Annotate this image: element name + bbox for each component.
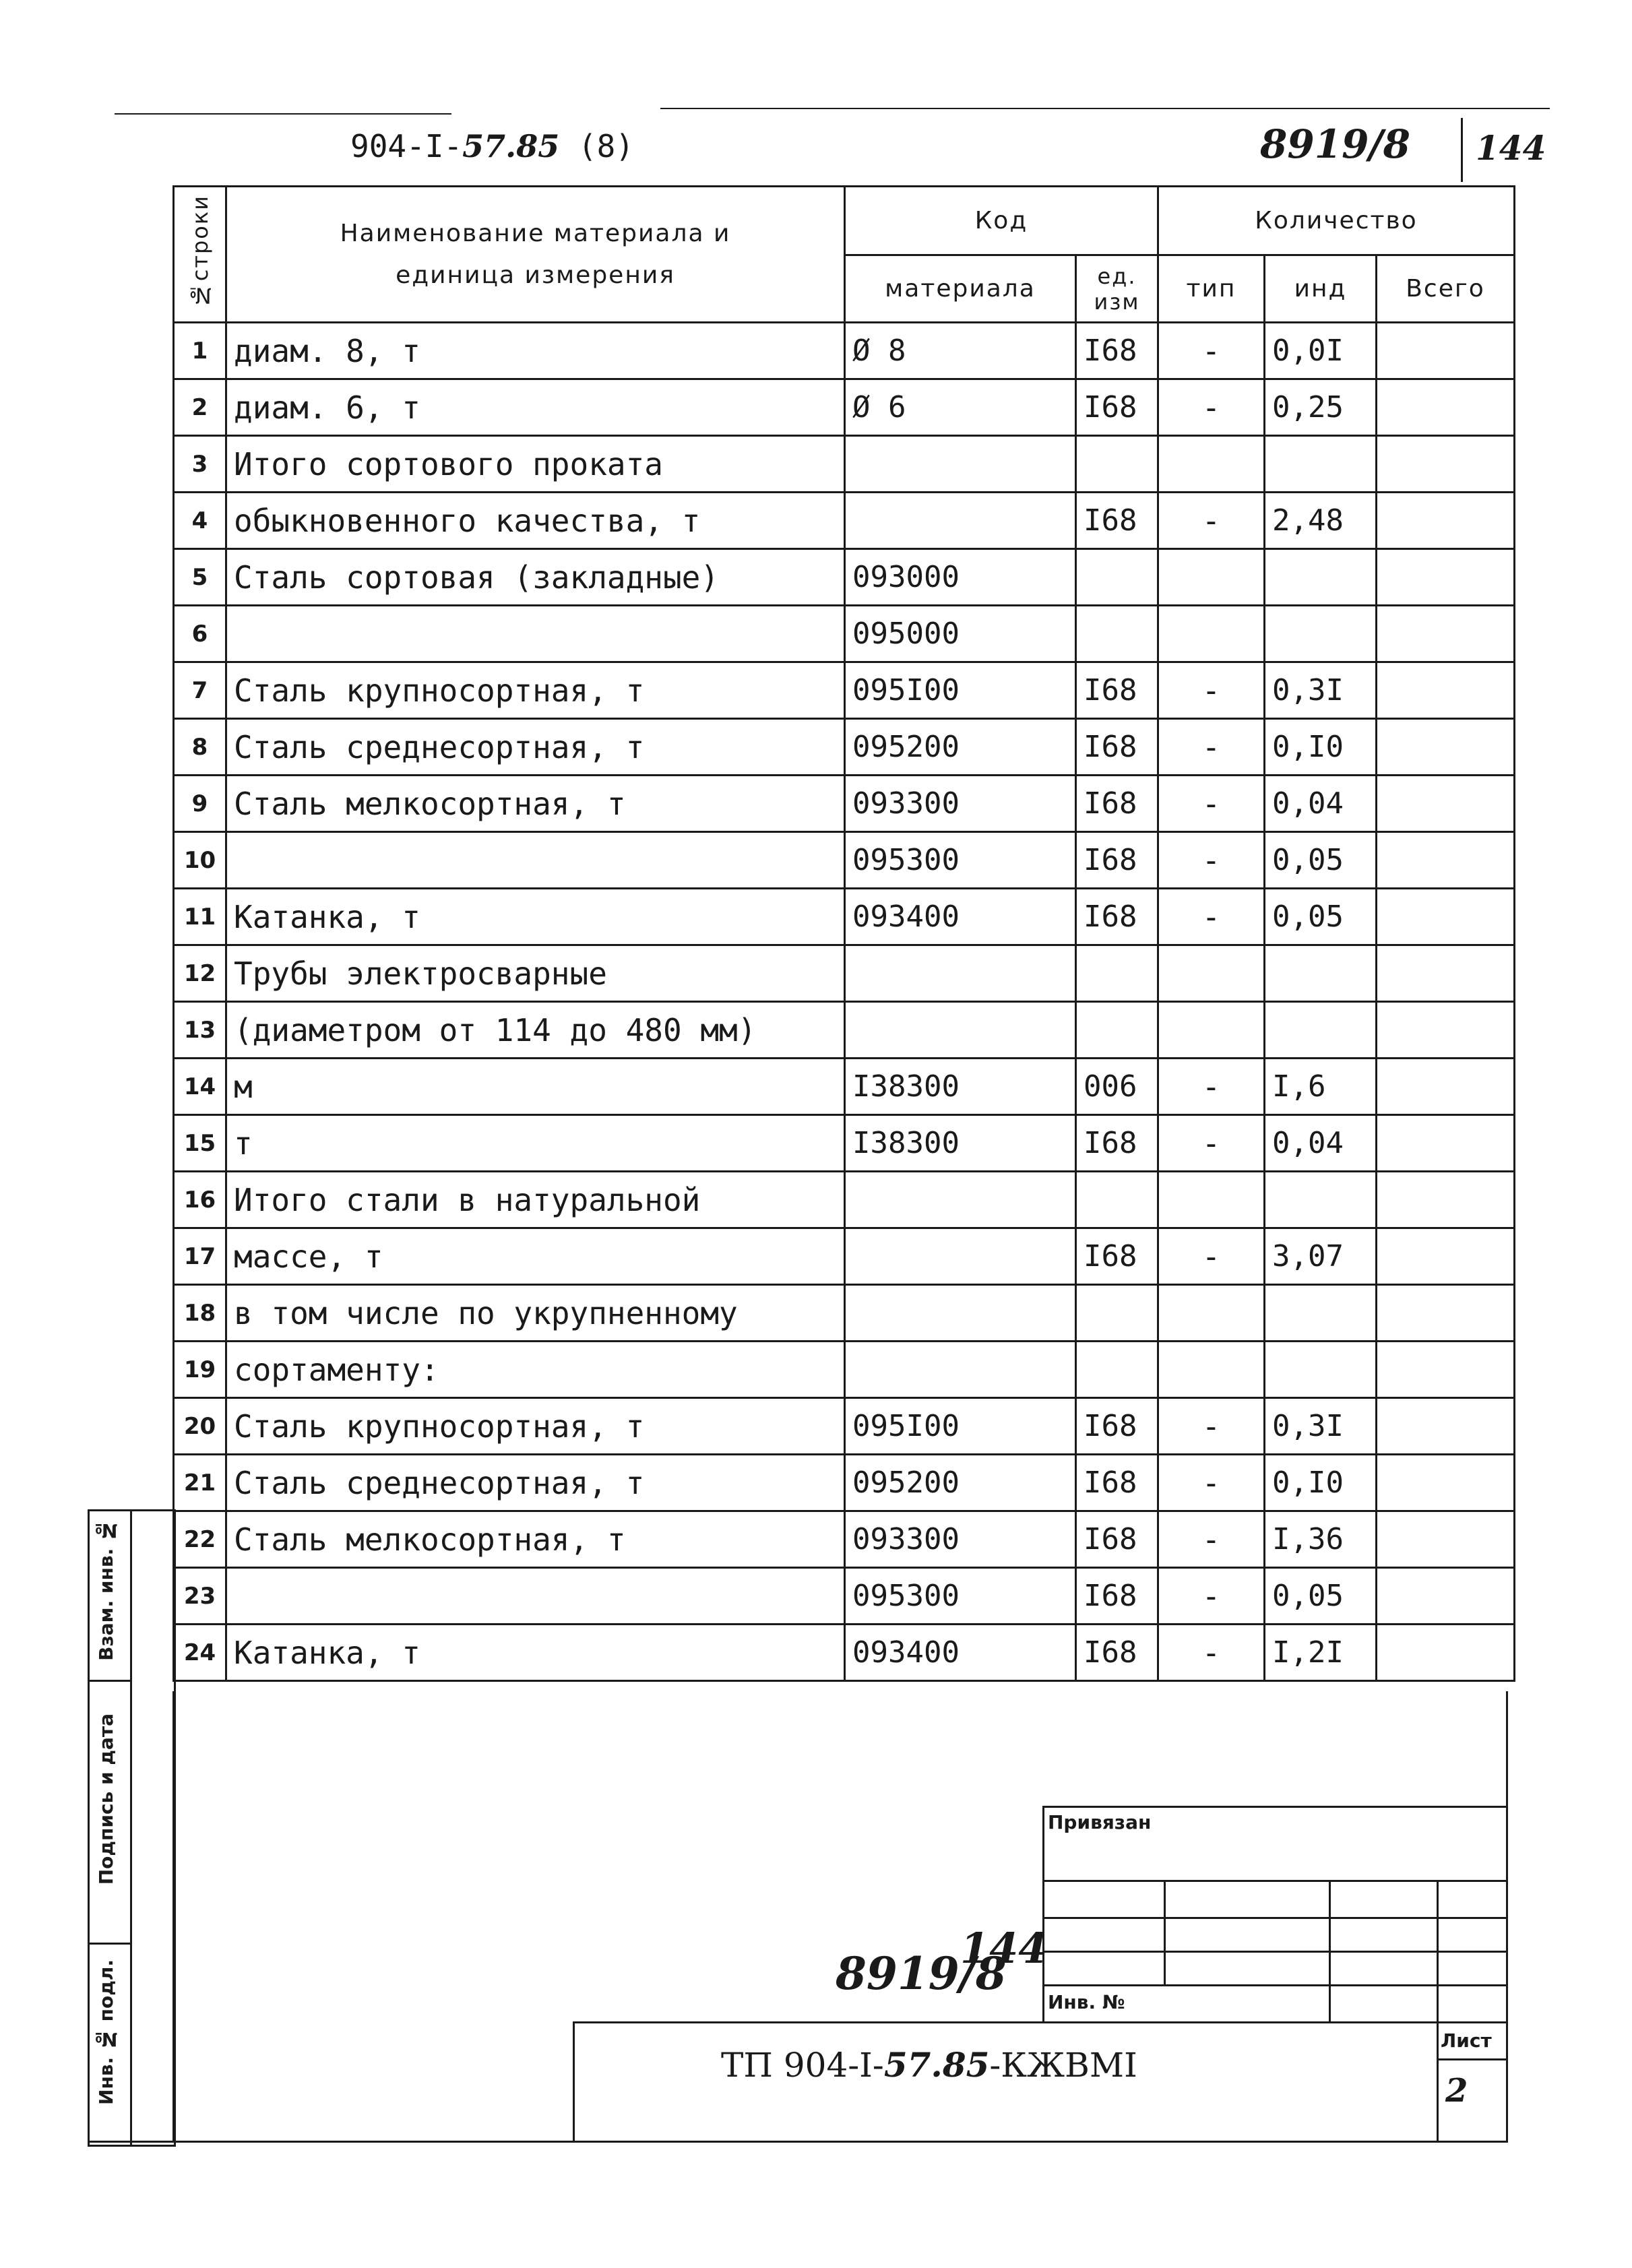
material-code-cell (845, 1342, 1076, 1398)
material-code-cell: 095000 (845, 606, 1076, 662)
tb-sheet-divider (1437, 2058, 1507, 2060)
handwritten-sheet-number: 144 (1476, 128, 1546, 168)
quantity-ind-cell (1265, 945, 1377, 1002)
quantity-total-cell (1377, 1455, 1515, 1511)
row-number-cell: 13 (174, 1002, 226, 1059)
quantity-type-cell: - (1158, 1228, 1265, 1285)
material-code-cell: 095I00 (845, 1398, 1076, 1455)
quantity-total-cell (1377, 1115, 1515, 1172)
table-row (174, 323, 1515, 379)
row-number-cell: 6 (174, 606, 226, 662)
material-code-cell (845, 945, 1076, 1002)
row-number-cell: 16 (174, 1172, 226, 1228)
handwritten-sheet-number-bottom: 144 (960, 1924, 1048, 1973)
unit-code-cell: I68 (1076, 662, 1158, 719)
material-name-cell: Сталь мелкосортная, т (226, 776, 845, 832)
quantity-ind-cell (1265, 1002, 1377, 1059)
quantity-total-cell (1377, 1172, 1515, 1228)
quantity-total-cell (1377, 549, 1515, 606)
header-type: тип (1158, 255, 1265, 323)
row-number-cell: 24 (174, 1625, 226, 1681)
handwritten-archive-code: 8919/8 (1260, 121, 1410, 167)
material-code-cell: 093300 (845, 776, 1076, 832)
tb-grid-v2 (1329, 1880, 1331, 2021)
quantity-total-cell (1377, 1625, 1515, 1681)
quantity-type-cell: - (1158, 1511, 1265, 1568)
quantity-total-cell (1377, 606, 1515, 662)
table-row (174, 719, 1515, 776)
quantity-total-cell (1377, 1002, 1515, 1059)
approval-stamp-strip (88, 1509, 176, 2147)
quantity-ind-cell: 0,05 (1265, 832, 1377, 889)
unit-code-cell (1076, 606, 1158, 662)
table-row (174, 1285, 1515, 1342)
material-code-cell (845, 436, 1076, 493)
table-row (174, 832, 1515, 889)
material-name-cell: т (226, 1115, 845, 1172)
attached-label: Привязан (1048, 1811, 1152, 1833)
quantity-ind-cell: I,6 (1265, 1059, 1377, 1115)
row-number-cell: 3 (174, 436, 226, 493)
material-code-cell: 095I00 (845, 662, 1076, 719)
material-name-cell: (диаметром от 114 до 480 мм) (226, 1002, 845, 1059)
material-name-cell: Трубы электросварные (226, 945, 845, 1002)
quantity-type-cell: - (1158, 493, 1265, 549)
stamp-swap-inventory: Взам. инв. № (95, 1519, 117, 1661)
quantity-type-cell: - (1158, 1115, 1265, 1172)
quantity-total-cell (1377, 323, 1515, 379)
table-row (174, 1568, 1515, 1625)
unit-code-cell: I68 (1076, 1115, 1158, 1172)
table-row (174, 662, 1515, 719)
row-number-cell: 9 (174, 776, 226, 832)
material-code-cell: 093400 (845, 1625, 1076, 1681)
material-code-cell (845, 1002, 1076, 1059)
quantity-ind-cell: 0,04 (1265, 1115, 1377, 1172)
material-code-cell: 093300 (845, 1511, 1076, 1568)
quantity-ind-cell: 3,07 (1265, 1228, 1377, 1285)
header-quantity: Количество (1158, 187, 1515, 255)
sheet-number-divider (1461, 118, 1463, 182)
top-rule-right (660, 108, 1550, 109)
quantity-total-cell (1377, 719, 1515, 776)
table-row (174, 549, 1515, 606)
quantity-total-cell (1377, 889, 1515, 945)
quantity-type-cell: - (1158, 832, 1265, 889)
material-name-cell: Сталь среднесортная, т (226, 1455, 845, 1511)
row-number-cell: 22 (174, 1511, 226, 1568)
unit-code-cell: I68 (1076, 832, 1158, 889)
quantity-total-cell (1377, 1398, 1515, 1455)
material-code-cell: 093400 (845, 889, 1076, 945)
table-row (174, 1455, 1515, 1511)
top-rule-left (115, 113, 451, 115)
stamp-signature-date: Подпись и дата (95, 1713, 117, 1885)
material-code-cell: 093000 (845, 549, 1076, 606)
material-name-cell (226, 606, 845, 662)
quantity-type-cell (1158, 436, 1265, 493)
series-designation (350, 128, 634, 164)
sheet-label: Лист (1441, 2029, 1492, 2052)
material-code-cell: 095300 (845, 1568, 1076, 1625)
row-number-cell: 12 (174, 945, 226, 1002)
quantity-type-cell: - (1158, 776, 1265, 832)
row-number-cell: 19 (174, 1342, 226, 1398)
quantity-type-cell: - (1158, 1059, 1265, 1115)
material-code-cell: I38300 (845, 1059, 1076, 1115)
inventory-number-label: Инв. № (1048, 1991, 1125, 2013)
quantity-total-cell (1377, 945, 1515, 1002)
row-number-cell: 8 (174, 719, 226, 776)
tb-sheet-left (1437, 2021, 1439, 2141)
header-material-name: Наименование материала и единица измерения (226, 187, 845, 323)
quantity-ind-cell: 0,3I (1265, 662, 1377, 719)
material-name-cell: сортаменту: (226, 1342, 845, 1398)
materials-table (172, 185, 1515, 1682)
header-row-number: №строки (174, 187, 226, 323)
material-name-cell: Сталь среднесортная, т (226, 719, 845, 776)
handwritten-archive-code-bottom: 8919/8 (836, 1947, 1007, 2000)
quantity-total-cell (1377, 1059, 1515, 1115)
material-name-cell: Итого стали в натуральной (226, 1172, 845, 1228)
unit-code-cell: I68 (1076, 1455, 1158, 1511)
unit-code-cell (1076, 1002, 1158, 1059)
quantity-type-cell: - (1158, 1568, 1265, 1625)
tb-main-left (573, 2021, 575, 2141)
unit-code-cell: I68 (1076, 1398, 1158, 1455)
material-name-cell: Сталь мелкосортная, т (226, 1511, 845, 1568)
table-row (174, 1228, 1515, 1285)
row-number-cell: 10 (174, 832, 226, 889)
material-name-cell: в том числе по укрупненному (226, 1285, 845, 1342)
material-code-cell (845, 493, 1076, 549)
quantity-total-cell (1377, 1228, 1515, 1285)
unit-code-cell (1076, 1285, 1158, 1342)
unit-code-cell: I68 (1076, 1511, 1158, 1568)
table-row (174, 1625, 1515, 1681)
table-row (174, 1398, 1515, 1455)
material-name-cell (226, 832, 845, 889)
material-name-cell: диам. 6, т (226, 379, 845, 436)
material-name-cell: Сталь сортовая (закладные) (226, 549, 845, 606)
tb-main-top (573, 2021, 1507, 2023)
table-row (174, 379, 1515, 436)
quantity-ind-cell (1265, 1285, 1377, 1342)
header-material-code: материала (845, 255, 1076, 323)
table-row (174, 1342, 1515, 1398)
quantity-ind-cell: 0,04 (1265, 776, 1377, 832)
row-number-cell: 1 (174, 323, 226, 379)
unit-code-cell: 006 (1076, 1059, 1158, 1115)
doc-handwritten: 57.85 (883, 2045, 990, 2085)
unit-code-cell (1076, 945, 1158, 1002)
material-code-cell: Ø 8 (845, 323, 1076, 379)
unit-code-cell: I68 (1076, 1568, 1158, 1625)
material-name-cell: Катанка, т (226, 1625, 845, 1681)
material-code-cell: 095200 (845, 719, 1076, 776)
material-name-cell: Итого сортового проката (226, 436, 845, 493)
table-row (174, 945, 1515, 1002)
material-name-cell: Сталь крупносортная, т (226, 662, 845, 719)
material-code-cell: 095300 (845, 832, 1076, 889)
unit-code-cell: I68 (1076, 719, 1158, 776)
quantity-total-cell (1377, 436, 1515, 493)
tb-attach-left (1042, 1806, 1044, 2021)
series-handwritten: 57.85 (462, 128, 560, 164)
header-code: Код (845, 187, 1158, 255)
unit-code-cell: I68 (1076, 776, 1158, 832)
frame-bottom (88, 2141, 1508, 2143)
material-name-cell: обыкновенного качества, т (226, 493, 845, 549)
material-code-cell: I38300 (845, 1115, 1076, 1172)
quantity-ind-cell: I,36 (1265, 1511, 1377, 1568)
quantity-type-cell (1158, 549, 1265, 606)
table-row (174, 1172, 1515, 1228)
unit-code-cell: I68 (1076, 379, 1158, 436)
unit-code-cell: I68 (1076, 1228, 1158, 1285)
tb-grid-v3 (1437, 1880, 1439, 2021)
unit-code-cell (1076, 1172, 1158, 1228)
quantity-total-cell (1377, 662, 1515, 719)
quantity-type-cell (1158, 1002, 1265, 1059)
quantity-ind-cell (1265, 436, 1377, 493)
quantity-type-cell: - (1158, 1398, 1265, 1455)
row-number-cell: 20 (174, 1398, 226, 1455)
material-code-cell: 095200 (845, 1455, 1076, 1511)
material-name-cell (226, 1568, 845, 1625)
table-row (174, 1059, 1515, 1115)
header-ind: инд (1265, 255, 1377, 323)
quantity-ind-cell (1265, 606, 1377, 662)
doc-suffix: -КЖВМI (989, 2046, 1137, 2085)
quantity-total-cell (1377, 1511, 1515, 1568)
quantity-ind-cell (1265, 1342, 1377, 1398)
table-row (174, 1115, 1515, 1172)
material-code-cell (845, 1228, 1076, 1285)
row-number-cell: 14 (174, 1059, 226, 1115)
materials-table-body (174, 323, 1515, 1681)
header-total: Всего (1377, 255, 1515, 323)
table-row (174, 889, 1515, 945)
quantity-ind-cell: 0,05 (1265, 1568, 1377, 1625)
stamp-divider-1 (90, 1680, 130, 1682)
row-number-cell: 2 (174, 379, 226, 436)
quantity-total-cell (1377, 1342, 1515, 1398)
tb-grid-v1 (1164, 1880, 1166, 1984)
material-code-cell (845, 1172, 1076, 1228)
row-number-cell: 11 (174, 889, 226, 945)
quantity-type-cell (1158, 606, 1265, 662)
unit-code-cell (1076, 549, 1158, 606)
quantity-type-cell (1158, 1342, 1265, 1398)
unit-code-cell: I68 (1076, 1625, 1158, 1681)
unit-code-cell (1076, 1342, 1158, 1398)
row-number-cell: 21 (174, 1455, 226, 1511)
row-number-cell: 15 (174, 1115, 226, 1172)
material-name-cell: диам. 8, т (226, 323, 845, 379)
document-designation (721, 2045, 1137, 2085)
frame-left (172, 1691, 175, 2143)
table-row (174, 1511, 1515, 1568)
quantity-ind-cell: 0,05 (1265, 889, 1377, 945)
quantity-ind-cell (1265, 549, 1377, 606)
stamp-divider-2 (90, 1943, 130, 1945)
quantity-type-cell (1158, 1172, 1265, 1228)
quantity-ind-cell: 0,I0 (1265, 719, 1377, 776)
quantity-type-cell: - (1158, 379, 1265, 436)
row-number-cell: 23 (174, 1568, 226, 1625)
quantity-type-cell: - (1158, 1455, 1265, 1511)
table-row (174, 1002, 1515, 1059)
quantity-ind-cell: 0,25 (1265, 379, 1377, 436)
table-row (174, 493, 1515, 549)
quantity-ind-cell: 0,I0 (1265, 1455, 1377, 1511)
stamp-column-divider (130, 1511, 132, 2145)
quantity-type-cell: - (1158, 323, 1265, 379)
table-row (174, 436, 1515, 493)
quantity-ind-cell: 0,3I (1265, 1398, 1377, 1455)
quantity-ind-cell: 0,0I (1265, 323, 1377, 379)
quantity-total-cell (1377, 776, 1515, 832)
series-suffix: (8) (577, 128, 635, 164)
series-prefix: 904-I- (350, 128, 463, 164)
material-code-cell: Ø 6 (845, 379, 1076, 436)
table-row (174, 776, 1515, 832)
quantity-type-cell (1158, 945, 1265, 1002)
quantity-total-cell (1377, 493, 1515, 549)
material-name-cell: м (226, 1059, 845, 1115)
quantity-type-cell: - (1158, 1625, 1265, 1681)
unit-code-cell: I68 (1076, 323, 1158, 379)
sheet-number: 2 (1445, 2072, 1468, 2110)
quantity-ind-cell: 2,48 (1265, 493, 1377, 549)
material-name-cell: Сталь крупносортная, т (226, 1398, 845, 1455)
quantity-total-cell (1377, 1568, 1515, 1625)
doc-prefix: ТП 904-I- (721, 2046, 884, 2085)
material-name-cell: Катанка, т (226, 889, 845, 945)
unit-code-cell (1076, 436, 1158, 493)
quantity-total-cell (1377, 1285, 1515, 1342)
material-code-cell (845, 1285, 1076, 1342)
quantity-type-cell: - (1158, 662, 1265, 719)
material-name-cell: массе, т (226, 1228, 845, 1285)
row-number-cell: 18 (174, 1285, 226, 1342)
unit-code-cell: I68 (1076, 889, 1158, 945)
quantity-ind-cell: I,2I (1265, 1625, 1377, 1681)
row-number-cell: 17 (174, 1228, 226, 1285)
header-unit: ед. изм (1076, 255, 1158, 323)
unit-code-cell: I68 (1076, 493, 1158, 549)
quantity-type-cell: - (1158, 889, 1265, 945)
quantity-type-cell (1158, 1285, 1265, 1342)
quantity-ind-cell (1265, 1172, 1377, 1228)
table-row (174, 606, 1515, 662)
tb-attach-top (1042, 1806, 1507, 1808)
quantity-type-cell: - (1158, 719, 1265, 776)
row-number-cell: 4 (174, 493, 226, 549)
quantity-total-cell (1377, 832, 1515, 889)
quantity-total-cell (1377, 379, 1515, 436)
stamp-original-inventory: Инв. № подл. (95, 1959, 117, 2105)
row-number-cell: 5 (174, 549, 226, 606)
row-number-cell: 7 (174, 662, 226, 719)
